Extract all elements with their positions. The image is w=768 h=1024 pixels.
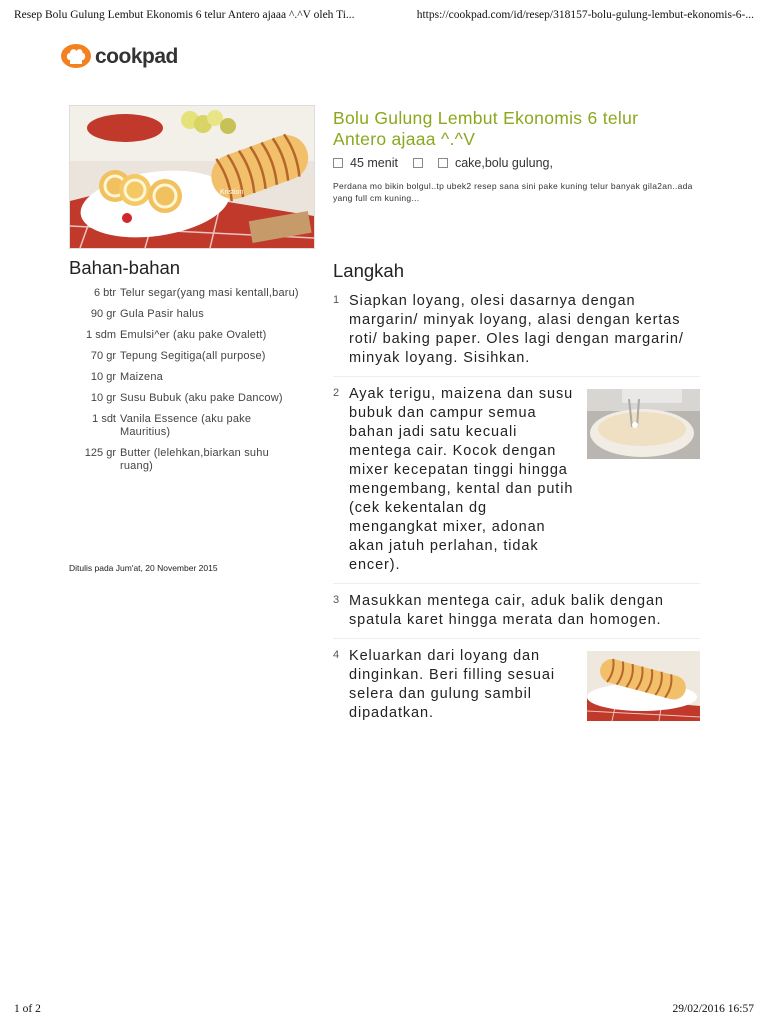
step-photo-roll-cake [587, 651, 700, 721]
page-count: 1 of 2 [14, 1003, 41, 1015]
ingredient-qty: 125 gr [84, 447, 116, 459]
recipe-description: Perdana mo bikin bolgul..tp ubek2 resep sana sini pake kuning telur banyak gila2an..ada yang full cm kuning... [333, 181, 693, 203]
ingredient-row [69, 308, 299, 321]
print-page-title: Resep Bolu Gulung Lembut Ekonomis 6 telur Antero ajaaa ^.^V oleh Ti... [14, 9, 355, 21]
ingredient-name: Butter (lelehkan,biarkan suhu ruang) [120, 447, 269, 472]
ingredient-row [69, 447, 299, 473]
step-text: Masukkan mentega cair, aduk balik dengan spatula karet hingga merata dan homogen. [349, 593, 664, 628]
step-number: 3 [333, 594, 340, 606]
ingredient-qty: 1 sdm [86, 329, 116, 341]
recipe-photo [69, 105, 315, 249]
step-text: Siapkan loyang, olesi dasarnya dengan margarin/ minyak loyang, alasi dengan kertas roti/ baking paper. Oles lagi dengan margarin/ minyak loyang. Sisihkan. [349, 293, 684, 366]
step-item [333, 647, 700, 731]
step-number: 4 [333, 649, 340, 661]
ingredient-name: Susu Bubuk (aku pake Dancow) [120, 392, 283, 404]
ingredient-name: Gula Pasir halus [120, 308, 204, 320]
print-header [14, 9, 754, 21]
recipe-title: Bolu Gulung Lembut Ekonomis 6 telur Antero ajaaa ^.^V [333, 108, 639, 149]
ingredient-row [69, 329, 299, 342]
ingredient-qty: 70 gr [90, 350, 116, 362]
step-photo-mixer [587, 389, 700, 459]
step-item [333, 292, 700, 377]
step-number: 2 [333, 387, 340, 399]
ingredient-name: Vanila Essence (aku pake Mauritius) [120, 413, 252, 438]
print-footer [14, 1003, 754, 1015]
ingredient-name: Emulsi^er (aku pake Ovalett) [120, 329, 267, 341]
ingredient-name: Maizena [120, 371, 163, 383]
cookpad-logo[interactable] [60, 42, 178, 72]
cooking-time: 45 menit [350, 156, 398, 170]
serving-icon [413, 158, 423, 168]
ingredient-qty: 10 gr [90, 371, 116, 383]
steps-list [333, 292, 700, 739]
clock-icon [333, 158, 343, 168]
steps-heading: Langkah [333, 260, 404, 281]
ingredient-name: Tepung Segitiga(all purpose) [120, 350, 266, 362]
step-text: Keluarkan dari loyang dan dinginkan. Beri filling sesuai selera dan gulung sambil dipadatkan. [349, 648, 555, 721]
ingredient-row [69, 287, 299, 300]
ingredient-row [69, 413, 299, 439]
ingredient-qty: 6 btr [93, 287, 116, 299]
ingredient-row [69, 371, 299, 384]
print-url: https://cookpad.com/id/resep/318157-bolu-gulung-lembut-ekonomis-6-... [416, 9, 754, 21]
brand-name: cookpad [95, 45, 178, 68]
written-date: Ditulis pada Jum'at, 20 November 2015 [69, 563, 218, 573]
step-item [333, 592, 700, 639]
ingredients-list [69, 287, 299, 481]
recipe-tags[interactable]: cake,bolu gulung, [454, 156, 553, 170]
ingredients-heading: Bahan-bahan [69, 257, 181, 278]
ingredient-qty: 90 gr [90, 308, 116, 320]
recipe-meta [333, 156, 553, 170]
step-text: Ayak terigu, maizena dan susu bubuk dan campur semua bahan jadi satu kecuali mentega cair. Kocok dengan mixer kecepatan tinggi hingga mengembang, kental dan putih (cek kekentalan dg mengangkat mixer, adonan akan jatuh perlahan, tidak encer). [349, 386, 574, 573]
ingredient-qty: 1 sdt [92, 413, 116, 425]
chef-hat-icon [60, 42, 92, 72]
step-item [333, 385, 700, 584]
ingredient-row [69, 392, 299, 405]
tag-icon [438, 158, 448, 168]
photo-watermark: Kristion [220, 189, 244, 196]
step-number: 1 [333, 294, 340, 306]
ingredient-qty: 10 gr [90, 392, 116, 404]
ingredient-name: Telur segar(yang masi kentall,baru) [120, 287, 299, 299]
ingredient-row [69, 350, 299, 363]
print-timestamp: 29/02/2016 16:57 [672, 1003, 754, 1015]
